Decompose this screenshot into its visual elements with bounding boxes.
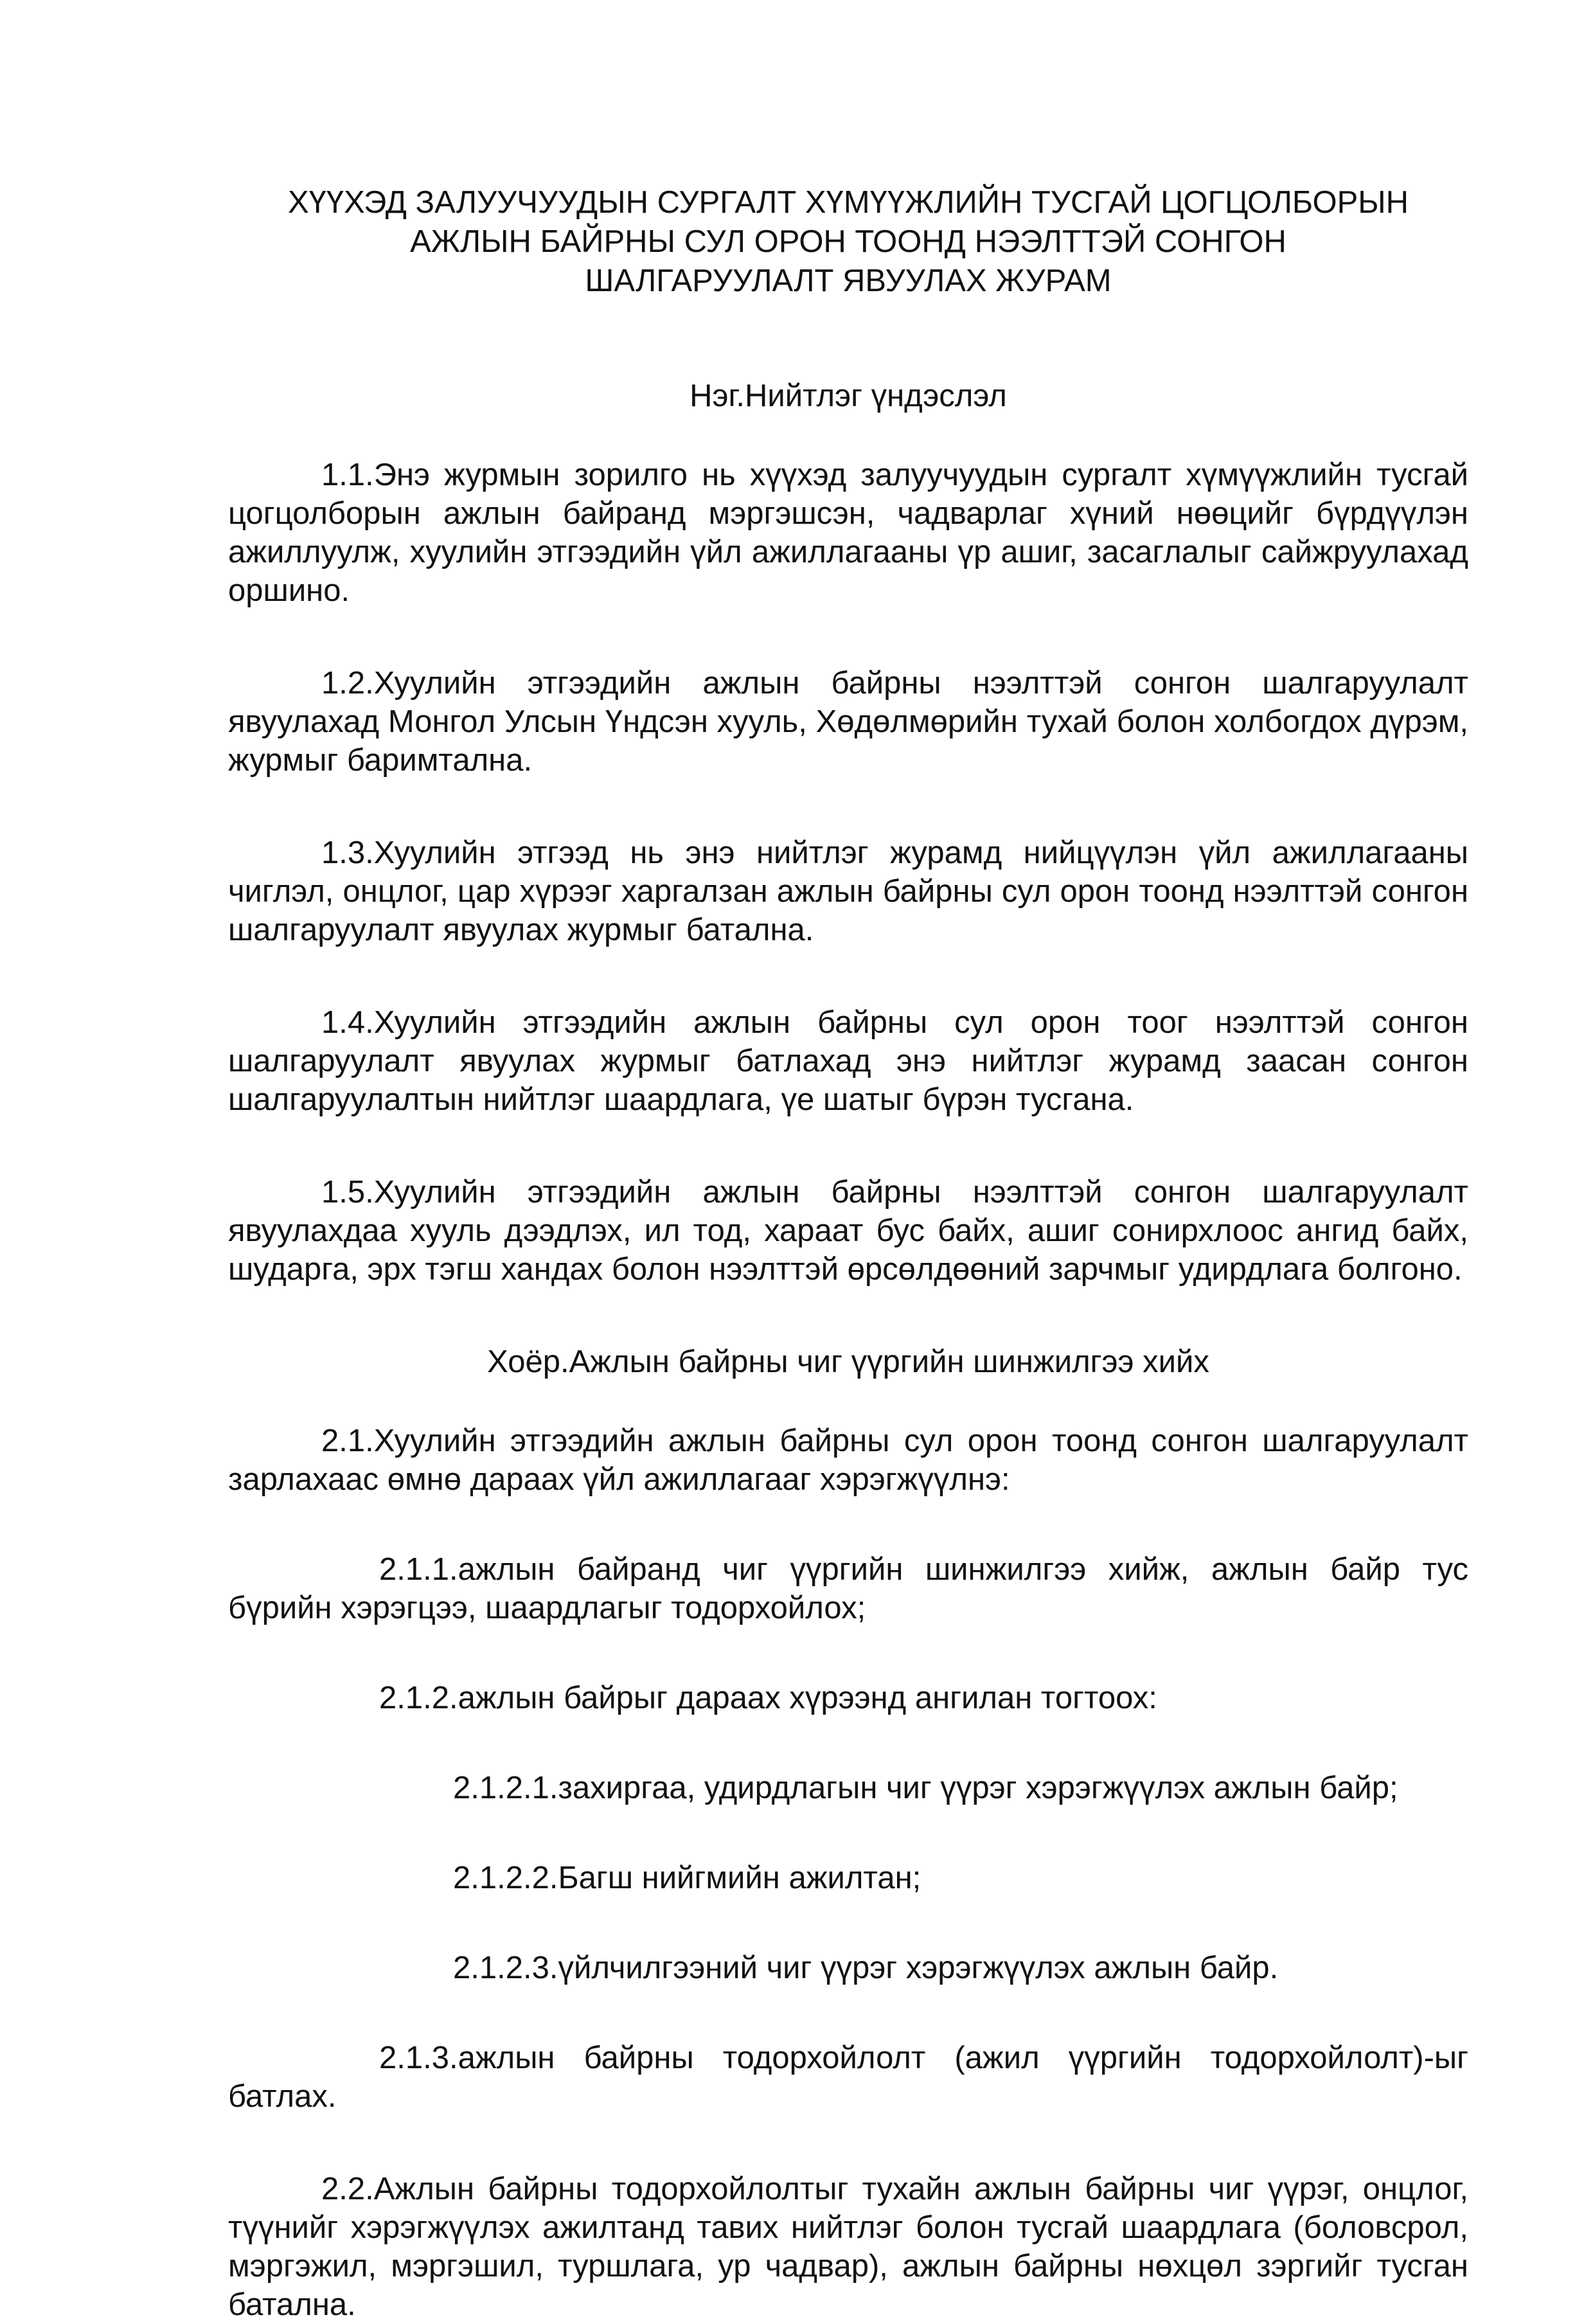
- spacer: [228, 610, 1468, 664]
- spacer: [453, 1897, 1468, 1949]
- spacer: [228, 1289, 1468, 1343]
- spacer: [228, 1987, 1468, 2039]
- paragraph-2-1-2-2: 2.1.2.2.Багш нийгмийн ажилтан;: [453, 1861, 921, 1895]
- paragraph-2-1-2: 2.1.2.ажлын байрыг дараах хүрээнд ангилан тогтоох:: [379, 1681, 1157, 1715]
- paragraph-2-1-3: 2.1.3.ажлын байрны тодорхойлолт (ажил үүргийн тодорхойлолт)-ыг батлах.: [228, 2041, 1468, 2114]
- paragraph-2-1: 2.1.Хуулийн этгээдийн ажлын байрны сул орон тоонд сонгон шалгаруулалт зарлахаас өмнө дараах үйл ажиллагааг хэрэгжүүлнэ:: [228, 1424, 1468, 1497]
- spacer: [228, 2116, 1468, 2170]
- paragraph-1-2: 1.2.Хуулийн этгээдийн ажлын байрны нээлттэй сонгон шалгаруулалт явуулахад Монгол Улсын Үндсэн хууль, Хөдөлмөрийн тухай болон холбогдох дүрэм, журмыг баримтална.: [228, 666, 1468, 778]
- spacer: [453, 1807, 1468, 1859]
- paragraph-2-1-1: 2.1.1.ажлын байранд чиг үүргийн шинжилгээ хийж, ажлын байр тус бүрийн хэрэгцээ, шаардлагыг тодорхойлох;: [228, 1552, 1468, 1625]
- spacer: [228, 1382, 1468, 1422]
- spacer: [228, 301, 1468, 377]
- section-heading-1: Нэг.Нийтлэг үндэслэл: [690, 379, 1007, 413]
- paragraph-2-2: 2.2.Ажлын байрны тодорхойлолтыг тухайн ажлын байрны чиг үүрэг, онцлог, түүнийг хэрэгжүүлэх ажилтанд тавих нийтлэг болон тусгай шаардлага (боловсрол, мэргэжил, мэргэшил, туршлага, ур чадвар), ажлын байрны нөхцөл зэргийг тусган батална.: [228, 2172, 1468, 2322]
- section-heading-2: Хоёр.Ажлын байрны чиг үүргийн шинжилгээ хийх: [487, 1345, 1209, 1379]
- spacer: [228, 1627, 1468, 1679]
- title-line-3: ШАЛГАРУУЛАЛТ ЯВУУЛАХ ЖУРАМ: [585, 264, 1112, 298]
- paragraph-2-1-2-3: 2.1.2.3.үйлчилгээний чиг үүрэг хэрэгжүүлэх ажлын байр.: [453, 1951, 1279, 1985]
- paragraph-1-4: 1.4.Хуулийн этгээдийн ажлын байрны сул орон тоог нээлттэй сонгон шалгаруулалт явуулах журмыг батлахад энэ нийтлэг журамд заасан сонгон шалгаруулалтын нийтлэг шаардлага, үе шатыг бүрэн тусгана.: [228, 1005, 1468, 1117]
- document-content: [228, 183, 1468, 2324]
- paragraph-2-1-2-1: 2.1.2.1.захиргаа, удирдлагын чиг үүрэг хэрэгжүүлэх ажлын байр;: [453, 1771, 1398, 1805]
- paragraph-1-5: 1.5.Хуулийн этгээдийн ажлын байрны нээлттэй сонгон шалгаруулалт явуулахдаа хууль дээдлэх, ил тод, хараат бус байх, ашиг сонирхлоос ангид байх, шударга, эрх тэгш хандах болон нээлттэй өрсөлдөөний зарчмыг удирдлага болгоно.: [228, 1175, 1468, 1287]
- paragraph-1-3: 1.3.Хуулийн этгээд нь энэ нийтлэг журамд нийцүүлэн үйл ажиллагааны чиглэл, онцлог, цар хүрээг харгалзан ажлын байрны сул орон тоонд нээлттэй сонгон шалгаруулалт явуулах журмыг батална.: [228, 836, 1468, 947]
- title-line-2: АЖЛЫН БАЙРНЫ СУЛ ОРОН ТООНД НЭЭЛТТЭЙ СОНГОН: [410, 224, 1286, 259]
- spacer: [228, 1717, 1468, 1769]
- spacer: [228, 1119, 1468, 1173]
- spacer: [228, 780, 1468, 834]
- paragraph-1-1: 1.1.Энэ журмын зорилго нь хүүхэд залуучуудын сургалт хүмүүжлийн тусгай цогцолборын ажлын байранд мэргэшсэн, чадварлаг хүний нөөцийг бүрдүүлэн ажиллуулж, хуулийн этгээдийн үйл ажиллагааны үр ашиг, засаглалыг сайжруулахад оршино.: [228, 458, 1468, 608]
- spacer: [228, 1499, 1468, 1550]
- document-title: [228, 183, 1468, 301]
- spacer: [228, 949, 1468, 1003]
- spacer: [228, 416, 1468, 456]
- title-line-1: ХҮҮХЭД ЗАЛУУЧУУДЫН СУРГАЛТ ХҮМҮҮЖЛИЙН ТУСГАЙ ЦОГЦОЛБОРЫН: [287, 185, 1409, 220]
- subitem-list: [228, 1769, 1468, 1987]
